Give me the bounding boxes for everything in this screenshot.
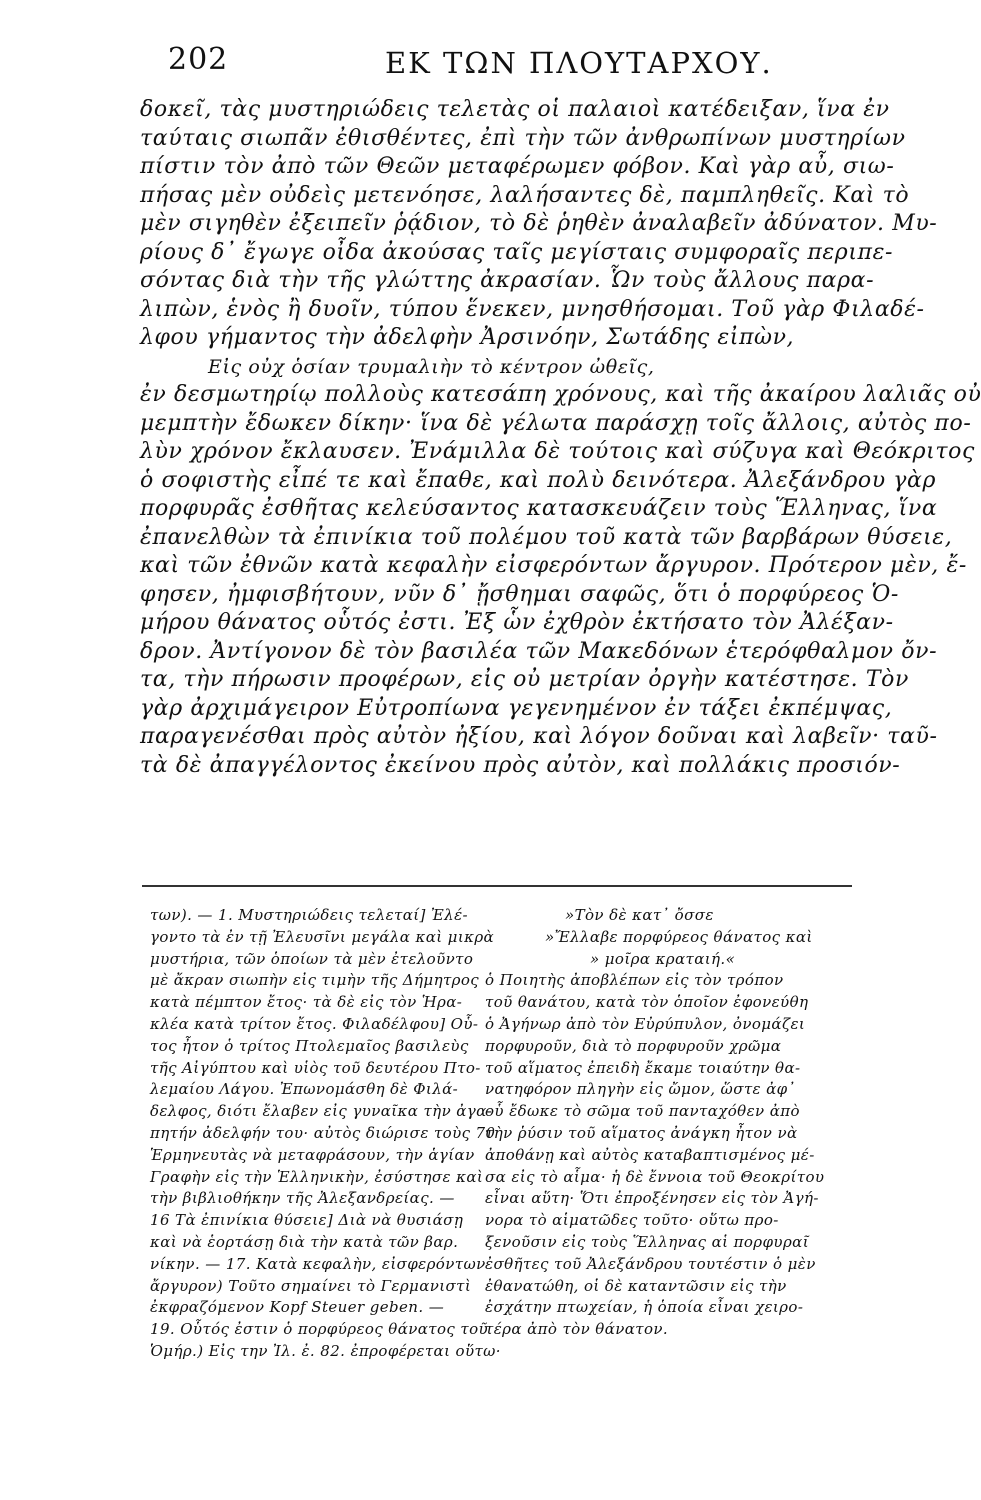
footnotes-right-column [485, 905, 855, 1341]
footnote-line: Ἑρμηνευτὰς νὰ μεταφράσουν, τὴν ἁγίαν [150, 1145, 475, 1164]
text-line: ὁ σοφιστὴς εἶπέ τε καὶ ἔπαθε, καὶ πολὺ δεινότερα. Ἀλεξάνδρου γὰρ [140, 467, 937, 493]
footnote-line: ὁ Ποιητὴς ἀποβλέπων εἰς τὸν τρόπον [485, 971, 784, 990]
footnote-line: μυστήρια, τῶν ὁποίων τὰ μὲν ἐτελοῦντο [150, 949, 474, 968]
running-title: ΕΚ ΤΩΝ ΠΛΟΥΤΑΡΧΟΥ. [385, 46, 773, 80]
footnote-line: μὲ ἄκραν σιωπὴν εἰς τιμὴν τῆς Δήμητρος [150, 971, 480, 990]
page-number: 202 [168, 42, 229, 77]
footnote-line: νίκην. — 17. Κατὰ κεφαλὴν, εἰσφερόντων [150, 1254, 486, 1273]
footnote-line: των). — 1. Μυστηριώδεις τελεταί] Ἐλέ- [150, 906, 469, 924]
footnote-line: ἐκφραζόμενον Kopf Steuer geben. — [150, 1298, 445, 1317]
footnote-line: 19. Οὗτός ἐστιν ὁ πορφύρεος θάνατος τοῦ [150, 1320, 489, 1339]
text-line: σόντας διὰ τὴν τῆς γλώττης ἀκρασίαν. Ὧν τοὺς ἄλλους παρα- [140, 268, 875, 293]
footnote-line: τέρα ἀπὸ τὸν θάνατον. [485, 1320, 669, 1339]
text-line: καὶ τῶν ἐθνῶν κατὰ κεφαλὴν εἰσφερόντων ἄργυρον. Πρότερον μὲν, ἔ- [140, 553, 967, 578]
text-line: ταύταις σιωπᾶν ἐθισθέντες, ἐπὶ τὴν τῶν ἀνθρωπίνων μυστηρίων [140, 125, 906, 151]
text-line: τα, τὴν πήρωσιν προφέρων, εἰς οὐ μετρίαν ὀργὴν κατέστησε. Τὸν [140, 667, 909, 692]
text-line: λφου γήμαντος τὴν ἀδελφὴν Ἀρσινόην, Σωτάδης εἰπὼν, [140, 325, 795, 350]
footnote-verse-line: »Τὸν δὲ κατ᾽ ὄσσε [565, 906, 714, 924]
footnote-line: τὴν βιβλιοθήκην τῆς Ἀλεξανδρείας. — [150, 1189, 455, 1208]
footnote-verse-line: »Ἔλλαβε πορφύρεος θάνατος καὶ [545, 927, 813, 946]
footnote-line: 16 Τὰ ἐπινίκια θύσειε] Διὰ νὰ θυσιάσῃ [150, 1211, 464, 1230]
footnote-line: ξενοῦσιν εἰς τοὺς Ἕλληνας αἱ πορφυραῖ [485, 1232, 809, 1251]
footnote-line: πητήν ἀδελφήν του· αὐτὸς διώρισε τοὺς 70 [150, 1123, 496, 1142]
footnote-line: καὶ νὰ ἑορτάσῃ διὰ τὴν κατὰ τῶν βαρ. [150, 1232, 459, 1251]
text-line: δρον. Ἀντίγονον δὲ τὸν βασιλέα τῶν Μακεδόνων ἑτερόφθαλμον ὄν- [140, 638, 938, 664]
footnotes-left-column [150, 905, 501, 1363]
text-line: μεμπτὴν ἔδωκεν δίκην· ἵνα δὲ γέλωτα παράσχῃ τοῖς ἄλλοις, αὐτὸς πο- [140, 410, 972, 436]
footnote-line: τῆς Αἰγύπτου καὶ υἱὸς τοῦ δευτέρου Πτο- [150, 1058, 481, 1077]
text-line: φησεν, ἠμφισβήτουν, νῦν δ᾽ ᾔσθημαι σαφῶς, ὅτι ὁ πορφύρεος Ὁ- [140, 581, 899, 607]
footnote-line: γοντο τὰ ἐν τῇ Ἐλευσῖνι μεγάλα καὶ μικρὰ [150, 927, 495, 946]
footnote-line: οὗ ἔδωκε τὸ σῶμα τοῦ πανταχόθεν ἀπὸ [485, 1102, 800, 1121]
footnote-separator [142, 885, 852, 887]
footnote-line: λεμαίου Λάγου. Ἐπωνομάσθη δὲ Φιλά- [150, 1080, 459, 1099]
text-line: τὰ δὲ ἀπαγγέλοντος ἐκείνου πρὸς αὐτὸν, καὶ πολλάκις προσιόν- [140, 752, 901, 778]
footnote-line: ἀποθάνῃ καὶ αὐτὸς καταβαπτισμένος μέ- [485, 1145, 815, 1164]
footnote-line: Ὁμήρ.) Εἰς την Ἰλ. ἐ. 82. ἐπροφέρεται οὕτω· [150, 1341, 501, 1360]
main-text [140, 96, 981, 780]
text-line: ρίους δ᾽ ἔγωγε οἶδα ἀκούσας ταῖς μεγίσταις συμφοραῖς περιπε- [140, 239, 894, 265]
footnote-line: νορα τὸ αἱματῶδες τοῦτο· οὕτω προ- [485, 1211, 779, 1230]
text-line: ἐπανελθὼν τὰ ἐπινίκια τοῦ πολέμου τοῦ κατὰ τῶν βαρβάρων θύσειε, [140, 524, 953, 550]
footnote-line: δελφος, διότι ἔλαβεν εἰς γυναῖκα τὴν ἀγα- [150, 1102, 493, 1121]
text-line: παραγενέσθαι πρὸς αὐτὸν ἠξίου, καὶ λόγον δοῦναι καὶ λαβεῖν· ταῦ- [140, 724, 938, 749]
text-line: ἐν δεσμωτηρίῳ πολλοὺς κατεσάπη χρόνους, καὶ τῆς ἀκαίρου λαλιᾶς οὐ [140, 382, 981, 407]
text-line: δοκεῖ, τὰς μυστηριώδεις τελετὰς οἱ παλαιοὶ κατέδειξαν, ἵνα ἐν [140, 97, 890, 122]
footnote-line: τοῦ αἵματος ἐπειδὴ ἔκαμε τοιαύτην θα- [485, 1058, 801, 1077]
text-line: λιπὼν, ἑνὸς ἢ δυοῖν, τύπου ἕνεκεν, μνησθήσομαι. Τοῦ γὰρ Φιλαδέ- [140, 296, 925, 322]
footnote-line: τος ἦτον ὁ τρίτος Πτολεμαῖος βασιλεὺς [150, 1036, 469, 1055]
text-line: πήσας μὲν οὐδεὶς μετενόησε, λαλήσαντες δὲ, παμπληθεῖς. Καὶ τὸ [140, 182, 910, 208]
text-line: λὺν χρόνον ἔκλαυσεν. Ἐνάμιλλα δὲ τούτοις καὶ σύζυγα καὶ Θεόκριτος [140, 439, 975, 464]
footnote-line: ἐσθῆτες τοῦ Ἀλεξάνδρου τουτέστιν ὁ μὲν [485, 1254, 816, 1273]
footnote-line: σα εἰς τὸ αἷμα· ἡ δὲ ἔννοια τοῦ Θεοκρίτου [485, 1167, 825, 1186]
footnote-line: πορφυροῦν, διὰ τὸ πορφυροῦν χρῶμα [485, 1036, 782, 1055]
footnote-line: ἐσχάτην πτωχείαν, ἡ ὁποία εἶναι χειρο- [485, 1298, 804, 1317]
footnote-line: κλέα κατὰ τρίτον ἔτος. Φιλαδέλφου] Οὗ- [150, 1014, 479, 1033]
page-header [160, 40, 860, 90]
footnote-line: Γραφὴν εἰς τὴν Ἑλληνικὴν, ἐσύστησε καὶ [150, 1167, 484, 1186]
footnote-line: ἄργυρον) Τοῦτο σημαίνει τὸ Γερμανιστὶ [150, 1276, 472, 1295]
footnote-line: τὴν ῥύσιν τοῦ αἵματος ἀνάγκη ἦτον νὰ [485, 1123, 798, 1142]
verse-quote: Εἰς οὐχ ὁσίαν τρυμαλιὴν τὸ κέντρον ὠθεῖς, [208, 355, 655, 378]
footnote-line: εἶναι αὕτη· Ὅτι ἐπροξένησεν εἰς τὸν Ἀγή- [485, 1189, 819, 1208]
footnote-line: κατὰ πέμπτον ἔτος· τὰ δὲ εἰς τὸν Ἡρα- [150, 993, 463, 1012]
text-line: πορφυρᾶς ἐσθῆτας κελεύσαντος κατασκευάζειν τοὺς Ἕλληνας, ἵνα [140, 496, 938, 521]
footnote-line: ἐθανατώθη, οἱ δὲ καταντῶσιν εἰς τὴν [485, 1276, 787, 1295]
footnote-line: ὁ Ἀγήνωρ ἀπὸ τὸν Εὐρύπυλον, ὀνομάζει [485, 1014, 806, 1033]
text-line: μήρου θάνατος οὗτός ἐστι. Ἐξ ὧν ἐχθρὸν ἐκτήσατο τὸν Ἀλέξαν- [140, 610, 894, 635]
footnote-line: νατηφόρον πληγὴν εἰς ὤμον, ὥστε ἀφ᾽ [485, 1080, 796, 1099]
footnote-verse-line: » μοῖρα κραταιή.« [590, 949, 736, 968]
text-line: γὰρ ἀρχιμάγειρον Εὐτροπίωνα γεγενημένον ἐν τάξει ἐκπέμψας, [140, 695, 893, 721]
text-line: πίστιν τὸν ἀπὸ τῶν Θεῶν μεταφέρωμεν φόβον. Καὶ γὰρ αὖ, σιω- [140, 154, 895, 179]
text-line: μὲν σιγηθὲν ἐξειπεῖν ῥᾴδιον, τὸ δὲ ῥηθὲν ἀναλαβεῖν ἀδύνατον. Μυ- [140, 211, 938, 236]
footnote-line: τοῦ θανάτου, κατὰ τὸν ὁποῖον ἐφονεύθη [485, 993, 809, 1012]
